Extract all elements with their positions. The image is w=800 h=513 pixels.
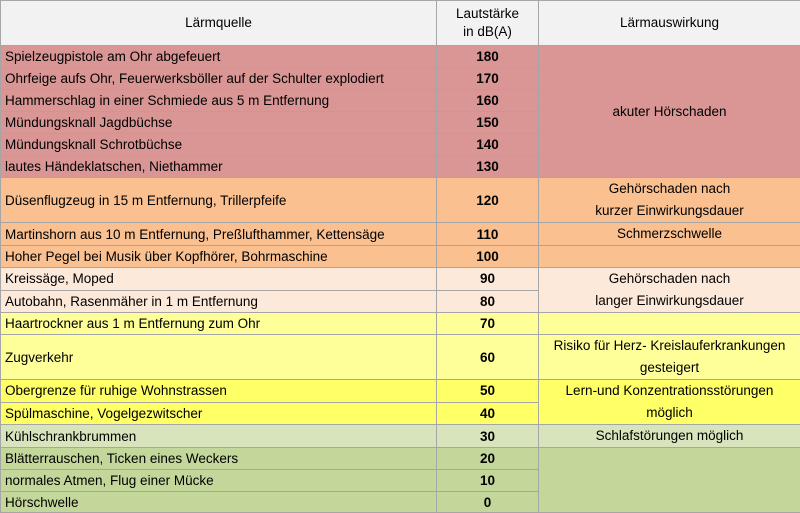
source-cell: Kühlschrankbrummen — [1, 425, 437, 448]
header-level — [437, 1, 539, 46]
source-cell: Hörschwelle — [1, 492, 437, 513]
header-row — [1, 1, 800, 46]
effect-short-line1: Gehörschaden nach — [609, 181, 731, 196]
effect-heart-line2: gesteigert — [640, 360, 699, 375]
effect-empty — [539, 313, 800, 335]
table-row — [1, 246, 800, 268]
source-cell: Haartrockner aus 1 m Entfernung zum Ohr — [1, 313, 437, 335]
source-cell: Mündungsknall Schrotbüchse — [1, 134, 437, 156]
source-cell: Mündungsknall Jagdbüchse — [1, 112, 437, 134]
effect-concentration-line1: Lern-und Konzentrationsstörungen — [566, 383, 774, 398]
source-cell: Ohrfeige aufs Ohr, Feuerwerksböller auf der Schulter explodiert — [1, 68, 437, 90]
source-cell: Zugverkehr — [1, 335, 437, 380]
source-cell: Obergrenze für ruhige Wohnstrassen — [1, 380, 437, 403]
db-cell: 0 — [437, 492, 539, 513]
db-cell: 50 — [437, 380, 539, 403]
db-cell: 110 — [437, 223, 539, 246]
db-cell: 180 — [437, 46, 539, 68]
table-row — [1, 46, 800, 68]
source-cell: Kreissäge, Moped — [1, 268, 437, 291]
effect-long-line1: Gehörschaden nach — [609, 271, 731, 286]
db-cell: 120 — [437, 178, 539, 223]
source-cell: Hoher Pegel bei Musik über Kopfhörer, Bohrmaschine — [1, 246, 437, 268]
effect-pain-threshold: Schmerzschwelle — [539, 223, 800, 246]
effect-heart-line1: Risiko für Herz- Kreislauferkrankungen — [554, 338, 786, 353]
db-cell: 70 — [437, 313, 539, 335]
db-cell: 150 — [437, 112, 539, 134]
db-cell: 80 — [437, 290, 539, 313]
table-row — [1, 380, 800, 403]
source-cell: Hammerschlag in einer Schmiede aus 5 m Entfernung — [1, 90, 437, 112]
db-cell: 40 — [437, 402, 539, 425]
effect-short-exposure — [539, 178, 800, 223]
effect-short-line2: kurzer Einwirkungsdauer — [595, 203, 744, 218]
db-cell: 60 — [437, 335, 539, 380]
header-effect: Lärmauswirkung — [539, 1, 800, 46]
source-cell: Blätterrauschen, Ticken eines Weckers — [1, 448, 437, 470]
source-cell: Martinshorn aus 10 m Entfernung, Preßlufthammer, Kettensäge — [1, 223, 437, 246]
table-row — [1, 335, 800, 380]
db-cell: 130 — [437, 156, 539, 178]
table-row — [1, 268, 800, 291]
effect-long-exposure — [539, 268, 800, 313]
table-row — [1, 425, 800, 448]
db-cell: 100 — [437, 246, 539, 268]
db-cell: 160 — [437, 90, 539, 112]
header-level-line1: Lautstärke — [456, 6, 519, 21]
effect-empty — [539, 448, 800, 513]
db-cell: 170 — [437, 68, 539, 90]
table-row — [1, 448, 800, 470]
effect-acute: akuter Hörschaden — [539, 46, 800, 178]
source-cell: Autobahn, Rasenmäher in 1 m Entfernung — [1, 290, 437, 313]
table-row — [1, 223, 800, 246]
source-cell: normales Atmen, Flug einer Mücke — [1, 470, 437, 492]
effect-sleep: Schlafstörungen möglich — [539, 425, 800, 448]
db-cell: 30 — [437, 425, 539, 448]
db-cell: 10 — [437, 470, 539, 492]
effect-empty — [539, 246, 800, 268]
effect-concentration-line2: möglich — [646, 405, 693, 420]
source-cell: Düsenflugzeug in 15 m Entfernung, Trillerpfeife — [1, 178, 437, 223]
db-cell: 20 — [437, 448, 539, 470]
source-cell: Spülmaschine, Vogelgezwitscher — [1, 402, 437, 425]
header-source: Lärmquelle — [1, 1, 437, 46]
table-row — [1, 178, 800, 223]
table-row — [1, 313, 800, 335]
db-cell: 90 — [437, 268, 539, 291]
header-level-line2: in dB(A) — [463, 24, 512, 39]
effect-concentration — [539, 380, 800, 425]
effect-long-line2: langer Einwirkungsdauer — [595, 293, 744, 308]
db-cell: 140 — [437, 134, 539, 156]
source-cell: Spielzeugpistole am Ohr abgefeuert — [1, 46, 437, 68]
effect-cardiovascular — [539, 335, 800, 380]
source-cell: lautes Händeklatschen, Niethammer — [1, 156, 437, 178]
